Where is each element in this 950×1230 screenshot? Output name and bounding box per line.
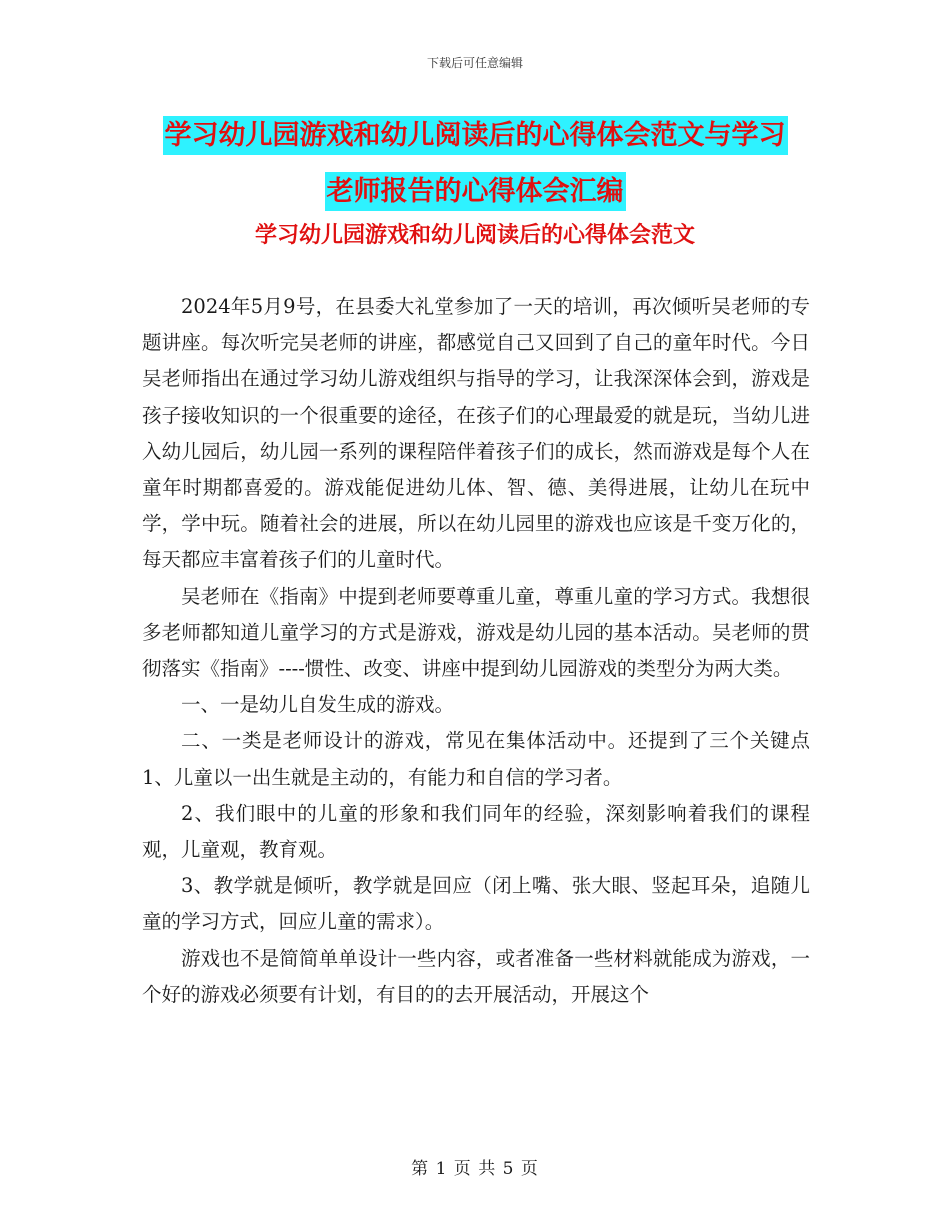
paragraph: 2、我们眼中的儿童的形象和我们同年的经验，深刻影响着我们的课程观，儿童观，教育观。 bbox=[142, 801, 810, 862]
paragraph: 3、教学就是倾听，教学就是回应（闭上嘴、张大眼、竖起耳朵，追随儿童的学习方式，回应儿童的需求）。 bbox=[142, 874, 810, 934]
paragraph: 二、一类是老师设计的游戏，常见在集体活动中。还提到了三个关键点1、儿童以一出生就是主动的，有能力和自信的学习者。 bbox=[142, 729, 810, 789]
header-note: 下载后可任意编辑 bbox=[426, 56, 523, 70]
paragraph: 游戏也不是简简单单设计一些内容，或者准备一些材料就能成为游戏，一个好的游戏必须要有计划，有目的的去开展活动，开展这个 bbox=[142, 946, 810, 1006]
document-title bbox=[140, 108, 810, 220]
paragraph: 一、一是幼儿自发生成的游戏。 bbox=[181, 693, 455, 717]
paragraph: 吴老师在《指南》中提到老师要尊重儿童，尊重儿童的学习方式。我想很多老师都知道儿童学习的方式是游戏，游戏是幼儿园的基本活动。吴老师的贯彻落实《指南》----惯性、改变、讲座中提到幼儿园游戏的类型分为两大类。 bbox=[142, 584, 810, 681]
paragraph: 2024年5月9号，在县委大礼堂参加了一天的培训，再次倾听吴老师的专题讲座。每次听完吴老师的讲座，都感觉自己又回到了自己的童年时代。今日吴老师指出在通过学习幼儿游戏组织与指导的学习，让我深深体会到，游戏是孩子接收知识的一个很重要的途径，在孩子们的心理最爱的就是玩，当幼儿进入幼儿园后，幼儿园一系列的课程陪伴着孩子们的成长，然而游戏是每个人在童年时期都喜爱的。游戏能促进幼儿体、智、德、美得进展，让幼儿在玩中学，学中玩。随着社会的进展，所以在幼儿园里的游戏也应该是千变万化的，每天都应丰富着孩子们的儿童时代。 bbox=[142, 295, 810, 572]
title-line-1: 学习幼儿园游戏和幼儿阅读后的心得体会范文与学习 bbox=[163, 116, 788, 155]
body-text bbox=[142, 289, 810, 1013]
page-footer: 第 1 页 共 5 页 bbox=[411, 1159, 539, 1179]
title-line-2: 老师报告的心得体会汇编 bbox=[325, 172, 626, 211]
section-title: 学习幼儿园游戏和幼儿阅读后的心得体会范文 bbox=[254, 223, 695, 248]
